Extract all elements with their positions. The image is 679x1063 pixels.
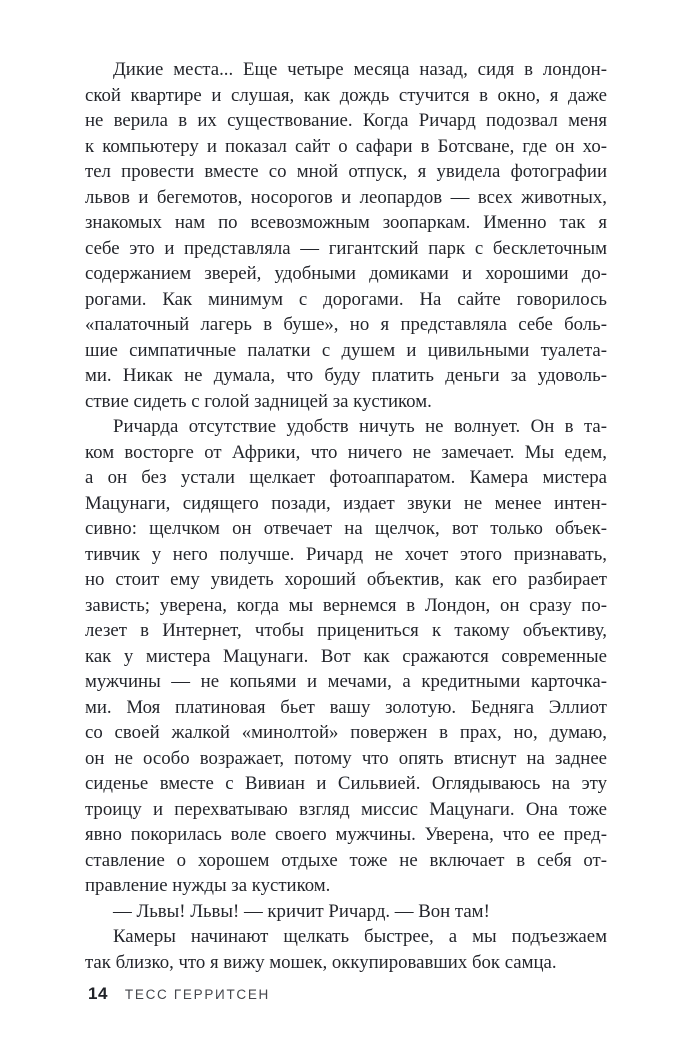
text-line: «палаточный лагерь в буше», но я представляла себе боль- [85, 314, 607, 335]
text-line: Ричарда отсутствие удобств ничуть не волнует. Он в та- [113, 416, 607, 437]
text-line: так близко, что я вижу мошек, оккупировавших бок самца. [85, 951, 557, 973]
text-line: со своей жалкой «минолтой» повержен в прах, но, думаю, [85, 722, 607, 743]
text-line: мужчины — не копьями и мечами, а кредитными карточка- [85, 671, 607, 692]
text-line: знакомых нам по всевозможным зоопаркам. Именно так я [85, 212, 607, 233]
text-line: ствие сидеть с голой задницей за кустиком. [85, 390, 432, 412]
text-line: не верила в их существование. Когда Ричард подозвал меня [85, 110, 607, 131]
text-line: Дикие места... Еще четыре месяца назад, сидя в лондон- [113, 59, 607, 80]
text-line: рогами. Как минимум с дорогами. На сайте говорилось [85, 288, 607, 310]
text-line: содержанием зверей, удобными домиками и хорошими до- [85, 263, 607, 284]
text-line: — Львы! Львы! — кричит Ричард. — Вон там! [113, 900, 490, 922]
text-line: львов и бегемотов, носорогов и леопардов — всех животных, [85, 186, 607, 208]
text-line: ской квартире и слушая, как дождь стучится в окно, я даже [85, 84, 607, 106]
text-line: лезет в Интернет, чтобы прицениться к такому объективу, [85, 620, 607, 641]
text-line: шие симпатичные палатки с душем и цивильными туалета- [85, 339, 607, 361]
text-line: Камеры начинают щелкать быстрее, а мы подъезжаем [113, 926, 607, 947]
running-footer-author: ТЕСС ГЕРРИТСЕН [124, 987, 270, 1002]
text-line: к компьютеру и показал сайт о сафари в Ботсване, где он хо- [85, 135, 607, 157]
paragraph [85, 924, 607, 975]
text-line: себе это и представляла — гигантский парк с бесклеточным [85, 237, 607, 259]
text-line: сиденье вместе с Вивиан и Сильвией. Оглядываюсь на эту [85, 773, 607, 794]
text-line: а он без устали щелкает фотоаппаратом. Камера мистера [85, 467, 607, 488]
paragraph [85, 57, 607, 414]
text-line: ми. Моя платиновая бьет вашу золотую. Бедняга Эллиот [85, 696, 607, 718]
text-line: зависть; уверена, когда мы вернемся в Лондон, он сразу по- [85, 594, 607, 616]
text-line: ми. Никак не думала, что буду платить деньги за удоволь- [85, 365, 607, 386]
page-text [85, 57, 607, 975]
text-line: ставление о хорошем отдыхе тоже не включает в себя от- [85, 849, 607, 871]
text-line: тел провести вместе со мной отпуск, я увидела фотографии [85, 161, 607, 182]
text-line: ком восторге от Африки, что ничего не замечает. Мы едем, [85, 441, 607, 463]
text-line: троицу и перехватываю взгляд миссис Мацунаги. Она тоже [85, 798, 607, 820]
text-line: Мацунаги, сидящего позади, издает звуки не менее интен- [85, 492, 607, 514]
text-line: но стоит ему увидеть хороший объектив, как его разбирает [85, 569, 607, 590]
paragraph [85, 414, 607, 899]
text-line: как у мистера Мацунаги. Вот как сражаются современные [85, 645, 607, 667]
text-line: он не особо возражает, потому что опять втиснут на заднее [85, 747, 607, 769]
text-line: тивчик у него получше. Ричард не хочет этого признавать, [85, 543, 607, 565]
text-line: правление нужды за кустиком. [85, 875, 331, 896]
text-line: явно покорилась воле своего мужчины. Уверена, что ее пред- [85, 824, 607, 845]
paragraph [85, 899, 607, 925]
page-number: 14 [88, 984, 108, 1003]
text-line: сивно: щелчком он отвечает на щелчок, вот только объек- [85, 518, 607, 539]
footer [88, 984, 270, 1004]
